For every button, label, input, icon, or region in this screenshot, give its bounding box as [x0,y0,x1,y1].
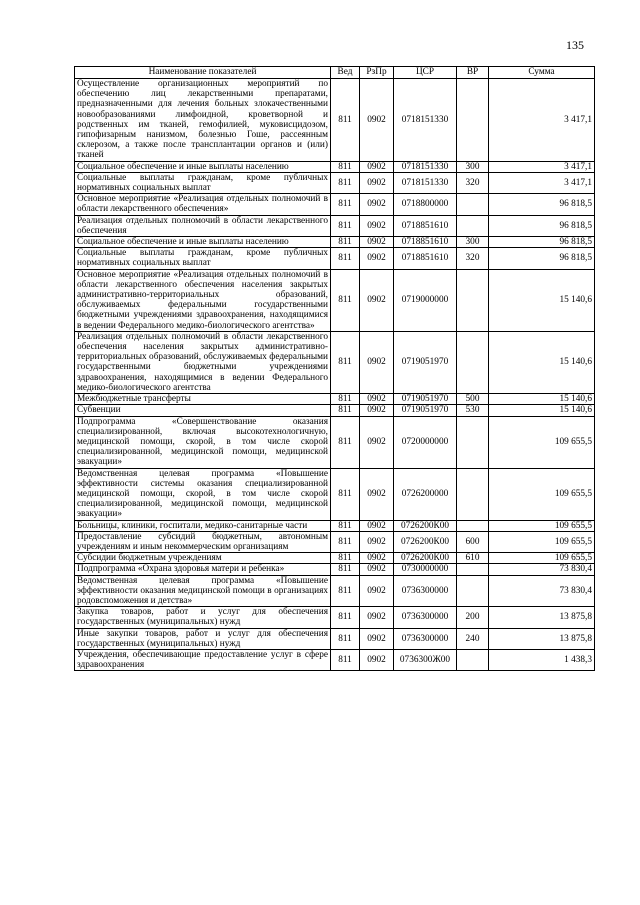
row-sum: 1 438,3 [489,649,595,670]
row-ved: 811 [331,607,360,628]
table-row [75,194,595,215]
row-csr: 0718851610 [394,215,457,236]
row-csr: 0726200К00 [394,520,457,531]
table-row [75,405,595,416]
row-ved: 811 [331,331,360,393]
row-ved: 811 [331,628,360,649]
table-row [75,553,595,564]
row-csr: 0736300000 [394,575,457,607]
row-csr: 0718151330 [394,172,457,193]
row-rzpr: 0902 [360,553,394,564]
row-rzpr: 0902 [360,520,394,531]
row-sum: 73 830,4 [489,575,595,607]
table-row [75,269,595,331]
table-row [75,79,595,162]
row-vr [457,416,489,468]
row-sum: 109 655,5 [489,520,595,531]
row-name: Социальные выплаты гражданам, кроме публичных нормативных социальных выплат [75,172,331,193]
row-sum: 109 655,5 [489,531,595,552]
table-row [75,215,595,236]
row-sum: 13 875,8 [489,607,595,628]
row-sum: 96 818,5 [489,248,595,269]
row-rzpr: 0902 [360,172,394,193]
table-row [75,468,595,520]
row-csr: 0720000000 [394,416,457,468]
row-rzpr: 0902 [360,405,394,416]
row-csr: 0718851610 [394,248,457,269]
table-row [75,520,595,531]
row-sum: 3 417,1 [489,79,595,162]
row-ved: 811 [331,531,360,552]
row-name: Межбюджетные трансферты [75,394,331,405]
row-sum: 15 140,6 [489,394,595,405]
row-name: Ведомственная целевая программа «Повышение эффективности оказания медицинской помощи в организациях родовспоможения и детства» [75,575,331,607]
row-name: Подпрограмма «Охрана здоровья матери и ребенка» [75,564,331,575]
header-sum: Сумма [489,67,595,79]
row-ved: 811 [331,194,360,215]
row-rzpr: 0902 [360,331,394,393]
row-csr: 0718800000 [394,194,457,215]
header-name: Наименование показателей [75,67,331,79]
row-rzpr: 0902 [360,607,394,628]
row-ved: 811 [331,172,360,193]
row-sum: 96 818,5 [489,215,595,236]
table-row [75,564,595,575]
row-csr: 0718851610 [394,237,457,248]
row-rzpr: 0902 [360,394,394,405]
row-ved: 811 [331,79,360,162]
row-name: Осуществление организационных мероприятий по обеспечению лиц лекарственными препаратами, предназначенными для лечения больных злокачественными новообразованиями лимфоидной, кроветворной и родственных им тканей, гемофилией, муковисцидозом, гипофизарным нанизмом, болезнью Гоше, рассеянным склерозом, а также после трансплантации органов и (или) тканей [75,79,331,162]
row-name: Подпрограмма «Совершенствование оказания специализированной, включая высокотехнологичную, медицинской помощи, скорой, в том числе скорой специализированной, медицинской помощи, медицинской эвакуации» [75,416,331,468]
row-vr [457,468,489,520]
table-row [75,607,595,628]
row-ved: 811 [331,468,360,520]
row-name: Основное мероприятие «Реализация отдельных полномочий в области лекарственного обеспечения населения закрытых административно-территориальных образований, обслуживаемых федеральными государственными бюджетными учреждениями здравоохранения, находящимися в ведении Федерального медико-биологического агентства» [75,269,331,331]
row-vr: 240 [457,628,489,649]
row-vr [457,575,489,607]
row-ved: 811 [331,575,360,607]
row-ved: 811 [331,269,360,331]
row-vr: 300 [457,161,489,172]
row-rzpr: 0902 [360,628,394,649]
row-csr: 0736300000 [394,628,457,649]
row-vr: 610 [457,553,489,564]
table-header-row [75,67,595,79]
row-sum: 13 875,8 [489,628,595,649]
row-vr [457,331,489,393]
row-csr: 0719051970 [394,405,457,416]
row-ved: 811 [331,237,360,248]
row-rzpr: 0902 [360,531,394,552]
table-row [75,531,595,552]
row-rzpr: 0902 [360,79,394,162]
row-ved: 811 [331,161,360,172]
row-csr: 0719051970 [394,331,457,393]
table-row [75,248,595,269]
row-ved: 811 [331,649,360,670]
table-row [75,649,595,670]
header-csr: ЦСР [394,67,457,79]
row-rzpr: 0902 [360,416,394,468]
row-ved: 811 [331,416,360,468]
row-sum: 109 655,5 [489,468,595,520]
row-sum: 73 830,4 [489,564,595,575]
row-csr: 0736300000 [394,607,457,628]
table-row [75,416,595,468]
row-rzpr: 0902 [360,564,394,575]
table-row [75,628,595,649]
table-row [75,172,595,193]
row-vr: 200 [457,607,489,628]
row-rzpr: 0902 [360,575,394,607]
row-vr: 320 [457,172,489,193]
row-vr: 300 [457,237,489,248]
row-rzpr: 0902 [360,649,394,670]
row-name: Субсидии бюджетным учреждениям [75,553,331,564]
row-ved: 811 [331,564,360,575]
table-row [75,331,595,393]
row-ved: 811 [331,405,360,416]
row-vr [457,79,489,162]
row-sum: 109 655,5 [489,553,595,564]
row-name: Закупка товаров, работ и услуг для обеспечения государственных (муниципальных) нужд [75,607,331,628]
row-csr: 0726200К00 [394,553,457,564]
row-name: Основное мероприятие «Реализация отдельных полномочий в области лекарственного обеспечения» [75,194,331,215]
row-csr: 0718151330 [394,79,457,162]
row-name: Ведомственная целевая программа «Повышение эффективности системы оказания специализированной медицинской помощи, скорой, в том числе скорой специализированной, медицинской помощи, медицинской эвакуации» [75,468,331,520]
row-vr [457,215,489,236]
row-ved: 811 [331,394,360,405]
row-name: Социальное обеспечение и иные выплаты населению [75,237,331,248]
row-name: Иные закупки товаров, работ и услуг для обеспечения государственных (муниципальных) нужд [75,628,331,649]
row-name: Социальное обеспечение и иные выплаты населению [75,161,331,172]
row-sum: 96 818,5 [489,237,595,248]
row-sum: 96 818,5 [489,194,595,215]
row-vr [457,564,489,575]
row-csr: 0719051970 [394,394,457,405]
row-rzpr: 0902 [360,269,394,331]
row-rzpr: 0902 [360,248,394,269]
table-row [75,161,595,172]
row-sum: 15 140,6 [489,331,595,393]
row-name: Реализация отдельных полномочий в области лекарственного обеспечения [75,215,331,236]
row-vr: 500 [457,394,489,405]
row-name: Реализация отдельных полномочий в области лекарственного обеспечения населения закрытых административно-территориальных образований, обслуживаемых федеральными государственными бюджетными учреждениями здравоохранения, находящимися в ведении Федерального медико-биологического агентства [75,331,331,393]
row-vr: 530 [457,405,489,416]
header-ved: Вед [331,67,360,79]
page-number: 135 [566,38,584,52]
budget-table [74,66,595,671]
row-vr: 600 [457,531,489,552]
row-sum: 3 417,1 [489,172,595,193]
table-row [75,237,595,248]
row-csr: 0726200000 [394,468,457,520]
header-rzpr: РзПр [360,67,394,79]
row-vr [457,269,489,331]
row-ved: 811 [331,248,360,269]
row-rzpr: 0902 [360,237,394,248]
row-sum: 3 417,1 [489,161,595,172]
row-rzpr: 0902 [360,215,394,236]
table-row [75,394,595,405]
table-row [75,575,595,607]
row-vr [457,649,489,670]
row-ved: 811 [331,553,360,564]
row-vr [457,520,489,531]
header-vr: ВР [457,67,489,79]
row-vr [457,194,489,215]
row-csr: 0719000000 [394,269,457,331]
row-rzpr: 0902 [360,468,394,520]
row-sum: 15 140,6 [489,269,595,331]
row-csr: 0736300Ж00 [394,649,457,670]
row-vr: 320 [457,248,489,269]
row-sum: 109 655,5 [489,416,595,468]
row-sum: 15 140,6 [489,405,595,416]
row-rzpr: 0902 [360,194,394,215]
row-name: Больницы, клиники, госпитали, медико-санитарные части [75,520,331,531]
row-csr: 0730000000 [394,564,457,575]
row-name: Предоставление субсидий бюджетным, автономным учреждениям и иным некоммерческим организациям [75,531,331,552]
row-rzpr: 0902 [360,161,394,172]
row-name: Субвенции [75,405,331,416]
row-csr: 0718151330 [394,161,457,172]
row-ved: 811 [331,520,360,531]
row-name: Учреждения, обеспечивающие предоставление услуг в сфере здравоохранения [75,649,331,670]
row-ved: 811 [331,215,360,236]
row-name: Социальные выплаты гражданам, кроме публичных нормативных социальных выплат [75,248,331,269]
row-csr: 0726200К00 [394,531,457,552]
